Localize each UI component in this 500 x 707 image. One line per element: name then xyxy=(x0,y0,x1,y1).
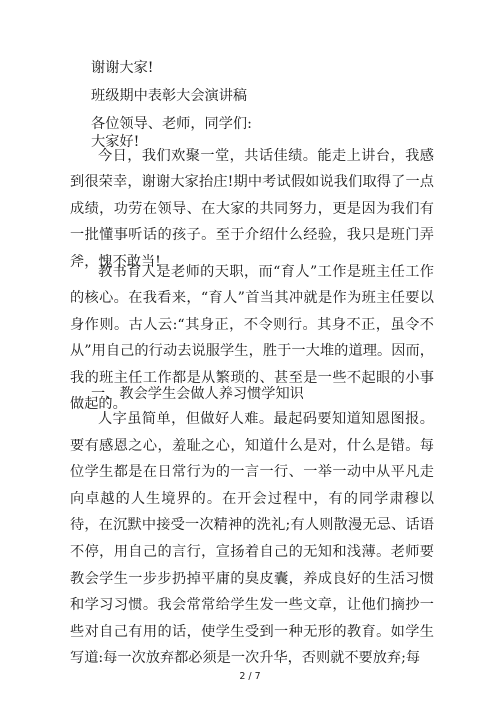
document-title: 班级期中表彰大会演讲稿 xyxy=(91,88,248,104)
greeting-line: 大家好! xyxy=(91,134,140,150)
page-number: 2 / 7 xyxy=(239,671,261,682)
paragraph-opening: 今日，我们欢聚一堂，共话佳绩。能走上讲台，我感到很荣幸，谢谢大家抬庄!期中考试假如说我们取得了一点成绩，功劳在领导、在大家的共同努力，更是因为我们有一批懂事听话的孩子。至于介绍什么经验，我只是班门弄斧，愧不敢当! xyxy=(70,148,434,270)
section-heading: 一、教会学生会做人养习惯学知识 xyxy=(91,386,304,402)
thanks-line: 谢谢大家! xyxy=(91,60,154,76)
section-paragraph: 人字虽简单，但做好人难。最起码要知道知恩图报。要有感恩之心，羞耻之心，知道什么是对，什么是错。每位学生都是在日常行为的一言一行、一举一动中从平凡走向卓越的人生境界的。在开会过程中，有的同学肃穆以待，在沉默中接受一次精神的洗礼;有人则散漫无忌、话语不停，用自己的言行，宣扬着自己的无知和浅薄。老师要教会学生一步步扔掉平庸的臭皮囊，养成良好的生活习惯和学习习惯。我会常常给学生发一些文章，让他们摘抄一些对自己有用的话，使学生受到一种无形的教育。如学生写道:每一次放弃都必须是一次升华，否则就不要放弃;每 xyxy=(70,411,434,667)
salutation-line: 各位领导、老师，同学们: xyxy=(91,116,252,132)
paragraph-educating: 教书育人是老师的天职，而“育人”工作是班主任工作的核心。在我看来，“育人”首当其冲就是作为班主任要以身作则。古人云:“其身正，不令则行。其身不正，虽令不从”用自己的行动去说服学生，胜于一大堆的道理。因而，我的班主任工作都是从繁琐的、甚至是一些不起眼的小事做起的。 xyxy=(70,264,434,413)
